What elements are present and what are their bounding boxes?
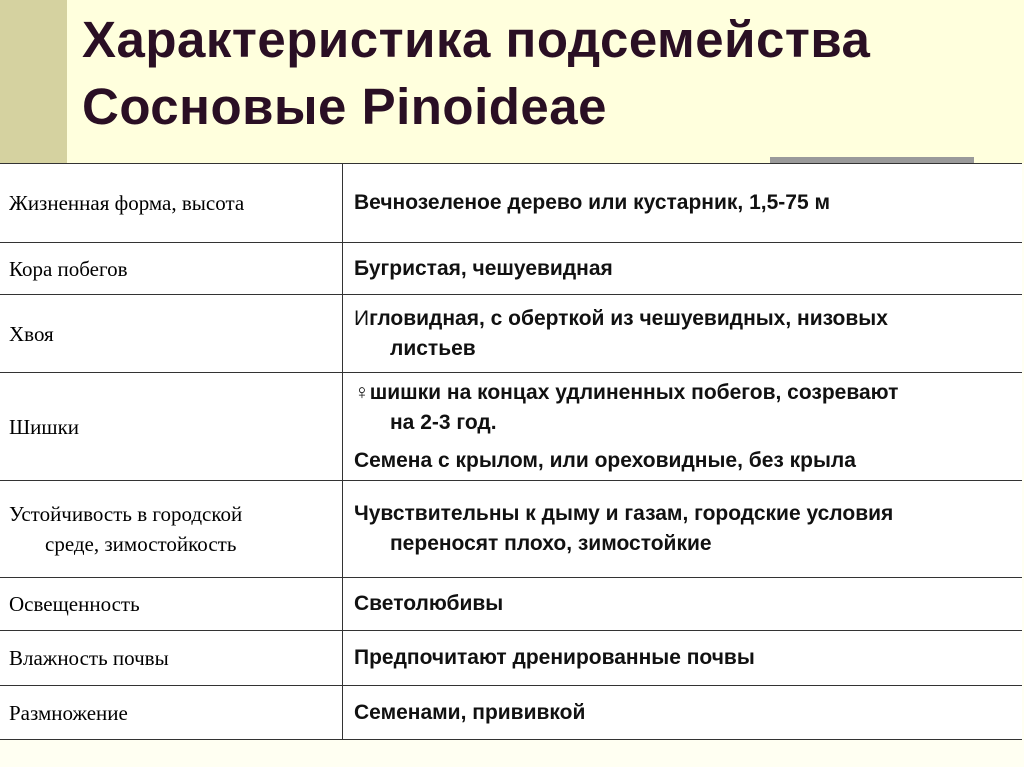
table-row [0,164,1022,243]
table-row [0,631,1022,686]
row-value-line: Семена с крылом, или ореховидные, без крыла [354,448,856,472]
row-label-line: Устойчивость в городской [9,502,243,526]
row-value-line [354,378,1014,408]
female-symbol-icon: ♀ [354,380,370,404]
row-value-text: шишки на концах удлиненных побегов, созревают [369,380,899,404]
row-value-line: Чувствительны к дыму и газам, городские условия [354,502,894,525]
table-row [0,578,1022,631]
row-label: Освещенность [0,578,343,631]
row-value-text: гловидная, с оберткой из чешуевидных, низовых [369,306,888,330]
table-row [0,686,1022,740]
table-row [0,373,1022,481]
slide-title-line-2: Сосновые Pinoideae [82,78,607,135]
row-value-line: листьев [390,336,476,360]
characteristics-table [0,163,1022,740]
title-accent-stripe [0,0,67,163]
row-value-line: на 2-3 год. [390,410,497,434]
row-label [0,481,343,578]
slide-title [82,6,870,140]
slide-title-line-1: Характеристика подсемейства [82,11,871,68]
row-value: Бугристая, чешуевидная [343,243,1023,295]
row-value [343,481,1023,578]
row-value: Предпочитают дренированные почвы [343,631,1023,686]
row-value: Вечнозеленое дерево или кустарник, 1,5-75 м [343,164,1023,243]
row-label: Шишки [0,373,343,481]
table-row [0,243,1022,295]
row-label: Размножение [0,686,343,740]
row-value-lead: И [354,306,370,330]
row-value-line [354,304,1014,334]
row-label: Жизненная форма, высота [0,164,343,243]
row-label: Кора побегов [0,243,343,295]
table-row [0,295,1022,373]
row-label: Влажность почвы [0,631,343,686]
row-value: Семенами, прививкой [343,686,1023,740]
row-label-line: среде, зимостойкость [45,532,237,556]
row-value [343,295,1023,373]
row-label: Хвоя [0,295,343,373]
row-value: Светолюбивы [343,578,1023,631]
row-value [343,373,1023,481]
row-value-line: переносят плохо, зимостойкие [390,532,712,555]
table-row [0,481,1022,578]
